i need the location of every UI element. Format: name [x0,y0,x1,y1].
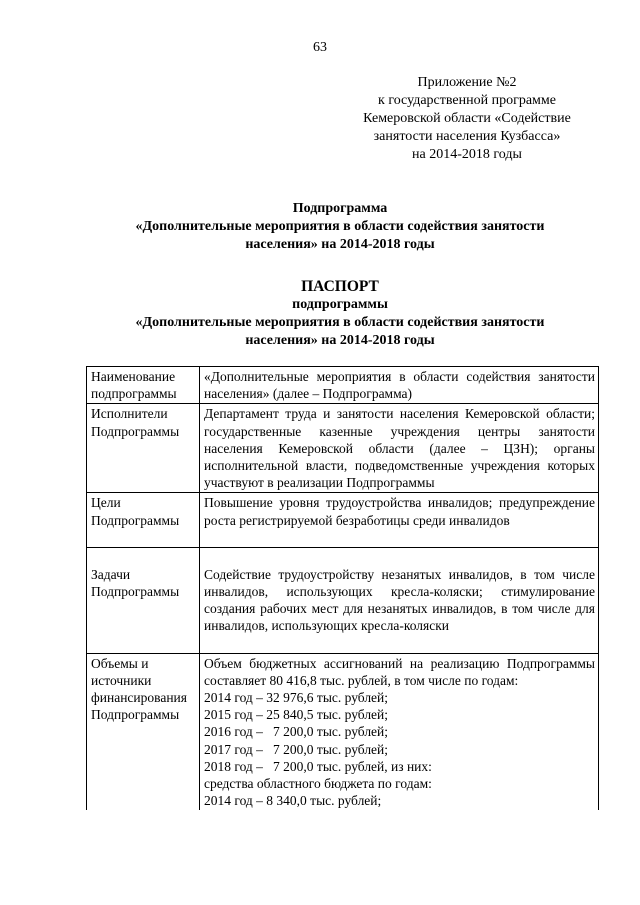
row-label-funding [87,653,200,810]
row-label-name: Наименование подпрограммы [87,367,200,404]
goals-text: Повышение уровня трудоустройства инвалидов; предупреждение роста регистрируемой безработицы среди инвалидов [204,495,595,528]
table-row [87,547,599,653]
subprogram-heading-line: Подпрограмма [292,201,388,216]
table-row [87,493,599,547]
appendix-line: Приложение №2 [417,75,517,90]
subprogram-heading-line: населения» на 2014-2018 годы [245,237,435,252]
table-row [87,404,599,493]
appendix-line: к государственной программе [378,93,556,108]
row-label-goals: Цели Подпрограммы [87,493,200,547]
row-value-executors: Департамент труда и занятости населения Кемеровской области; государственные казенные учреждения центры занятости населения Кемеровской области (далее – ЦЗН); органы исполнительной власти, подведомственные учреждения которых участвуют в реализации Подпрограммы [200,404,599,493]
cell-spacer [204,635,595,652]
passport-title: ПАСПОРТ [301,278,379,295]
passport-heading-line: подпрограммы [292,297,388,312]
funding-label-line: Подпрограммы [91,707,180,723]
appendix-line: Кемеровской области «Содействие [363,111,571,126]
funding-label-line: финансирования [91,690,187,706]
funding-year: 2018 год – 7 200,0 тыс. рублей, из них: [204,758,432,774]
row-label-executors: Исполнители Подпрограммы [87,404,200,493]
funding-label-line: Объемы и [91,655,149,671]
cell-spacer [204,529,595,546]
table-row [87,653,599,810]
funding-year: 2016 год – 7 200,0 тыс. рублей; [204,724,389,740]
row-value-funding [200,653,599,810]
passport-heading-line: населения» на 2014-2018 годы [245,333,435,348]
appendix-line: на 2014-2018 годы [412,147,522,162]
appendix-note [352,74,582,164]
tasks-text: Содействие трудоустройству незанятых инвалидов, в том числе инвалидов, использующих кресла-коляски; стимулирование создания рабочих мест для незанятых инвалидов, в том числе для инвалидов, использующих кресла-коляски [204,566,595,634]
row-value-name: «Дополнительные мероприятия в области содействия занятости населения» (далее – Подпрограмма) [200,367,599,404]
tasks-label: Задачи Подпрограммы [91,566,180,600]
subprogram-heading [90,200,590,254]
funding-label-line: источники [91,672,152,688]
passport-heading-line: «Дополнительные мероприятия в области содействия занятости [135,315,545,330]
cell-spacer [204,549,595,566]
passport-table [86,366,599,810]
cell-spacer [91,549,196,566]
funding-year: 2015 год – 25 840,5 тыс. рублей; [204,707,389,723]
regional-budget-label: средства областного бюджета по годам: [204,776,432,792]
row-value-goals [200,493,599,547]
funding-year: 2017 год – 7 200,0 тыс. рублей; [204,741,389,757]
subprogram-heading-line: «Дополнительные мероприятия в области содействия занятости [135,219,545,234]
appendix-line: занятости населения Кузбасса» [373,129,561,144]
passport-heading [90,278,590,350]
regional-budget-year: 2014 год – 8 340,0 тыс. рублей; [204,793,382,809]
page-number: 63 [313,40,327,55]
table-row [87,367,599,404]
row-value-tasks [200,547,599,653]
row-label-tasks [87,547,200,653]
funding-intro: Объем бюджетных ассигнований на реализацию Подпрограммы составляет 80 416,8 тыс. рублей, в том числе по годам: [204,655,595,688]
funding-year: 2014 год – 32 976,6 тыс. рублей; [204,690,389,706]
